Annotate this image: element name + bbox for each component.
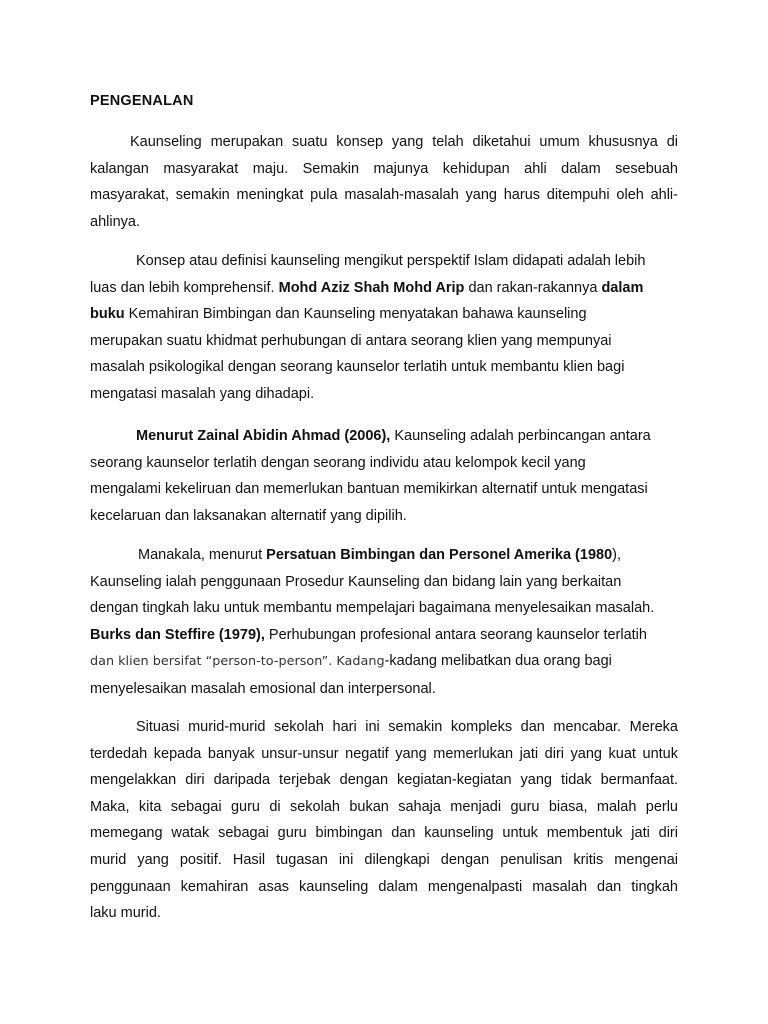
paragraph-line: masyarakat, semakin meningkat pula masalah-masalah yang harus ditempuhi oleh ahli- bbox=[90, 187, 678, 204]
paragraph-line: Kaunseling ialah penggunaan Prosedur Kaunseling dan bidang lain yang berkaitan bbox=[90, 573, 622, 590]
text-run: luas dan lebih komprehensif. bbox=[90, 279, 279, 296]
paragraph-line bbox=[90, 275, 678, 302]
paragraph-line: dengan tingkah laku untuk membantu mempelajari bagaimana menyelesaikan masalah. bbox=[90, 600, 655, 617]
paragraph-line: mengatasi masalah yang dihadapi. bbox=[90, 385, 315, 402]
text-run: -kadang melibatkan dua orang bagi bbox=[384, 653, 612, 670]
paragraph-3 bbox=[90, 423, 678, 529]
paragraph-line: Situasi murid-murid sekolah hari ini semakin kompleks dan mencabar. Mereka bbox=[136, 719, 678, 735]
paragraph-line: kecelaruan dan laksanakan alternatif yang dipilih. bbox=[90, 507, 407, 524]
paragraph-line: seorang kaunselor terlatih dengan seorang individu atau kelompok kecil yang bbox=[90, 454, 586, 471]
paragraph-line bbox=[90, 622, 678, 649]
paragraph-line: Kaunseling merupakan suatu konsep yang telah diketahui umum khususnya di bbox=[130, 134, 678, 150]
paragraph-line: Konsep atau definisi kaunseling mengikut perspektif Islam didapati adalah lebih bbox=[136, 253, 646, 269]
paragraph-2 bbox=[90, 248, 678, 408]
paragraph-line: kalangan masyarakat maju. Semakin majunya kehidupan ahli dalam sesebuah bbox=[90, 160, 678, 177]
paragraph-line: merupakan suatu khidmat perhubungan di antara seorang klien yang mempunyai bbox=[90, 332, 612, 349]
paragraph-4 bbox=[90, 542, 678, 703]
paragraph-line: terdedah kepada banyak unsur-unsur negatif yang memerlukan jati diri yang kuat untuk bbox=[90, 745, 678, 762]
text-run: Perhubungan profesional antara seorang kaunselor terlatih bbox=[264, 626, 647, 643]
section-heading: PENGENALAN bbox=[90, 93, 194, 109]
paragraph-line: mengelakkan diri daripada terjebak dengan kegiatan-kegiatan yang tidak bermanfaat. bbox=[90, 772, 678, 789]
paragraph-line: masalah psikologikal dengan seorang kaunselor terlatih untuk membantu klien bagi bbox=[90, 359, 625, 376]
paragraph-line bbox=[90, 648, 678, 676]
paragraph-5 bbox=[90, 714, 678, 927]
text-run: Kaunseling adalah perbincangan antara bbox=[390, 428, 651, 444]
bold-text: dalam bbox=[601, 279, 644, 296]
paragraph-line: ahlinya. bbox=[90, 213, 140, 230]
paragraph-line bbox=[90, 423, 678, 450]
paragraph-line bbox=[90, 542, 678, 569]
paragraph-line: mengalami kekeliruan dan memerlukan bantuan memikirkan alternatif untuk mengatasi bbox=[90, 481, 648, 498]
author-name: Mohd Aziz Shah Mohd Arip bbox=[278, 279, 465, 296]
text-run: Manakala, menurut bbox=[138, 547, 267, 563]
paragraph-line: memegang watak sebagai guru bimbingan dan kaunseling untuk membentuk jati diri bbox=[90, 825, 678, 842]
alt-font-text: dan klien bersifat “person-to-person”. Kadang bbox=[90, 654, 385, 670]
paragraph-line: menyelesaikan masalah emosional dan interpersonal. bbox=[90, 680, 436, 697]
paragraph-line: Maka, kita sebagai guru di sekolah bukan sahaja menjadi guru biasa, malah perlu bbox=[90, 798, 678, 815]
author-citation: Menurut Zainal Abidin Ahmad (2006), bbox=[136, 428, 391, 444]
bold-text: buku bbox=[90, 306, 125, 323]
text-run: Kemahiran Bimbingan dan Kaunseling menyatakan bahawa kaunseling bbox=[124, 306, 587, 323]
text-run: ), bbox=[612, 547, 621, 563]
paragraph-line: murid yang positif. Hasil tugasan ini dilengkapi dengan penulisan kritis mengenai bbox=[90, 851, 678, 868]
paragraph-line: laku murid. bbox=[90, 905, 161, 922]
paragraph-line bbox=[90, 301, 678, 328]
paragraph-line: penggunaan kemahiran asas kaunseling dalam mengenalpasti masalah dan tingkah bbox=[90, 878, 678, 895]
text-run: dan rakan-rakannya bbox=[464, 279, 602, 296]
paragraph-1 bbox=[90, 129, 678, 235]
author-citation: Burks dan Steffire (1979), bbox=[90, 626, 265, 643]
organization-citation: Persatuan Bimbingan dan Personel Amerika (1980 bbox=[266, 547, 613, 563]
